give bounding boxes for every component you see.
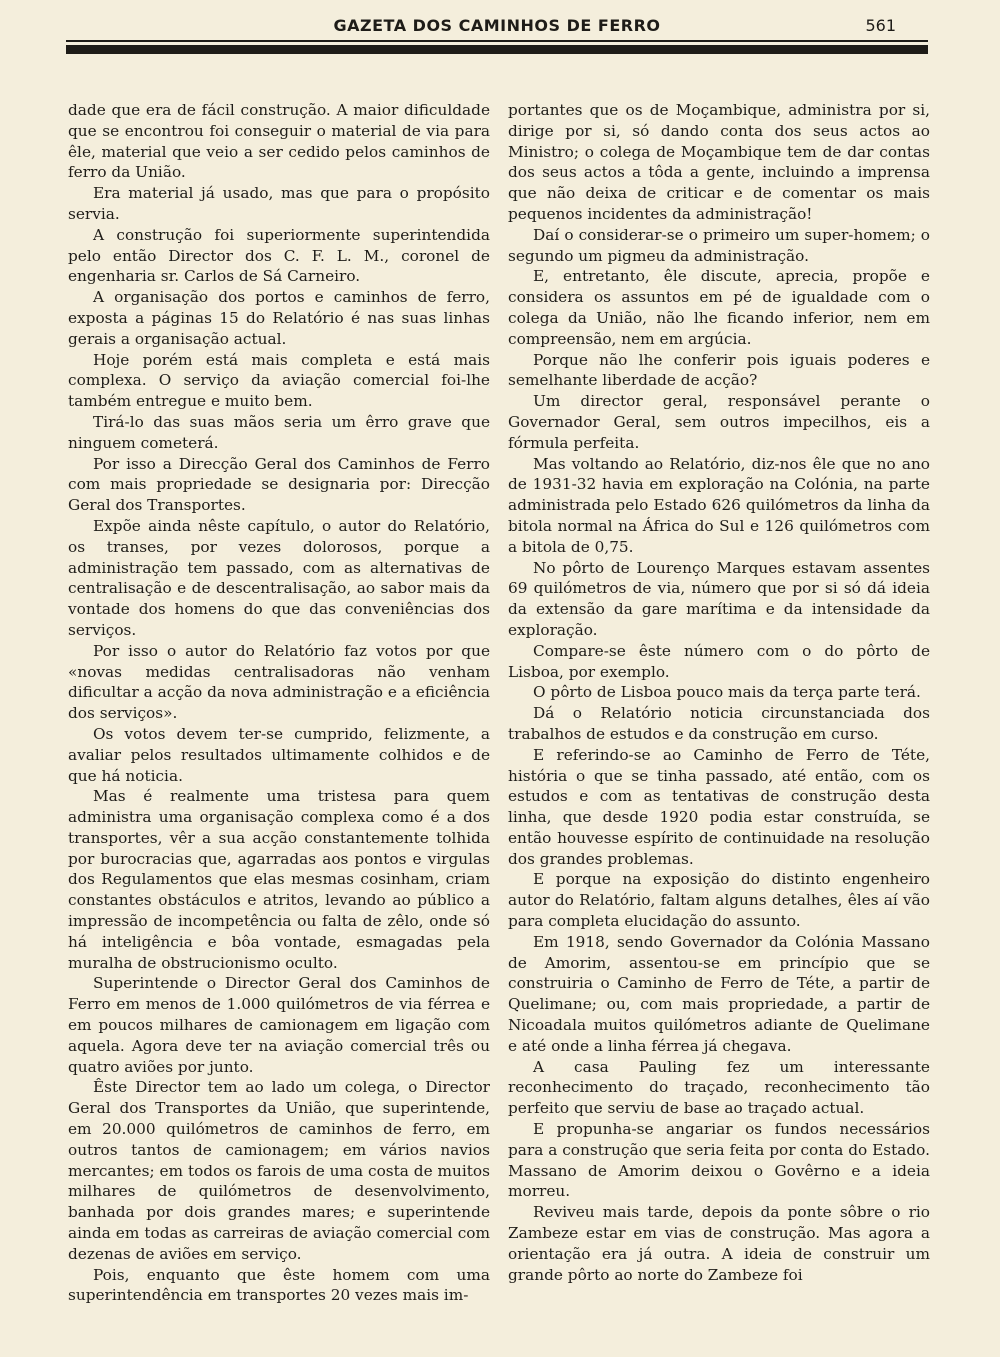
paragraph: Era material já usado, mas que para o propósito servia. xyxy=(68,184,490,223)
paragraph: O pôrto de Lisboa pouco mais da terça parte terá. xyxy=(533,683,921,702)
paragraph: Porque não lhe conferir pois iguais poderes e semelhante liberdade de acção? xyxy=(508,350,930,390)
paragraph: A organisação dos portos e caminhos de ferro, exposta a páginas 15 do Relatório é nas suas linhas gerais a organisação actual. xyxy=(68,288,490,348)
paragraph: Em 1918, sendo Governador da Colónia Massano de Amorim, assentou-se em princípio que se construiria o Caminho de Ferro de Téte, a partir de Quelimane; ou, com mais propriedade, a partir de Nicoadala muitos quilómetros adiante de Quelimane e até onde a linha férrea já chegava. xyxy=(508,932,930,1055)
paragraph: E propunha-se angariar os fundos necessários para a construção que seria feita por conta do Estado. Massano de Amorim deixou o Govêrno e a ideia morreu. xyxy=(508,1120,930,1201)
header-rule-thick xyxy=(66,45,928,54)
paragraph: Daí o considerar-se o primeiro um super-homem; o segundo um pigmeu da administração. xyxy=(508,225,930,265)
paragraph: E, entretanto, êle discute, aprecia, propõe e considera os assuntos em pé de igualdade com o colega da União, não lhe ficando inferior, nem em compreensão, nem em argúcia. xyxy=(508,267,930,348)
paragraph: No pôrto de Lourenço Marques estavam assentes 69 quilómetros de via, número que por si só dá ideia da extensão da gare marítima e da intensidade da exploração. xyxy=(508,558,930,639)
paragraph: dade que era de fácil construção. A maior dificuldade que se encontrou foi conseguir o material de via para êle, material que veio a ser cedido pelos caminhos de ferro da União. xyxy=(68,101,490,182)
paragraph: portantes que os de Moçambique, administra por si, dirige por si, só dando conta dos seus actos ao Ministro; o colega de Moçambique tem de dar contas dos seus actos a tôda a gente, incluindo a imprensa que não deixa de criticar e de comentar os mais pequenos incidentes da administração! xyxy=(508,101,930,223)
running-header xyxy=(66,14,928,40)
paragraph: Pois, enquanto que êste homem com uma superintendência em transportes 20 vezes mais im- xyxy=(68,1265,490,1305)
paragraph: Êste Director tem ao lado um colega, o Director Geral dos Transportes da União, que superintende, em 20.000 quilómetros de caminhos de ferro, em outros tantos de camionagem; em vários navios mercantes; em todos os farois de uma costa de muitos milhares de quilómetros de desenvolvimento, banhada por dois grandes mares; e superintende ainda em todas as carreiras de aviação comercial com dezenas de aviões em serviço. xyxy=(68,1078,490,1263)
right-column xyxy=(508,100,930,1285)
paragraph: Hoje porém está mais completa e está mais complexa. O serviço da aviação comercial foi-lhe também entregue e muito bem. xyxy=(68,350,490,411)
paragraph: A construção foi superiormente superintendida pelo então Director dos C. F. L. M., coronel de engenharia sr. Carlos de Sá Carneiro. xyxy=(68,225,490,286)
paragraph: Expõe ainda nêste capítulo, o autor do Relatório, os transes, por vezes dolorosos, porque a administração tem passado, com as alternativas de centralisação e de descentralisação, ao sabor mais da vontade dos homens do que das conveniências dos serviços. xyxy=(68,516,490,639)
paragraph: Por isso o autor do Relatório faz votos por que «novas medidas centralisadoras não venham dificultar a acção da nova administração e a eficiência dos serviços». xyxy=(68,641,490,723)
paragraph: E porque na exposição do distinto engenheiro autor do Relatório, faltam alguns detalhes, êles aí vão para completa elucidação do assunto. xyxy=(508,870,930,931)
paragraph: Superintende o Director Geral dos Caminhos de Ferro em menos de 1.000 quilómetros de via férrea e em poucos milhares de camionagem em ligação com aquela. Agora deve ter na aviação comercial três ou quatro aviões por junto. xyxy=(68,974,490,1076)
paragraph: Mas voltando ao Relatório, diz-nos êle que no ano de 1931-32 havia em exploração na Colónia, na parte administrada pelo Estado 626 quilómetros da linha da bitola normal na África do Sul e 126 quilómetros com a bitola de 0,75. xyxy=(508,454,930,556)
paragraph: Mas é realmente uma tristesa para quem administra uma organisação complexa como é a dos transportes, vêr a sua acção constantemente tolhida por burocracias que, agarradas aos pontos e virgulas dos Regulamentos que elas mesmas cosinham, criam constantes obstáculos e atritos, levando ao público a impressão de incompetência ou falta de zêlo, onde só há inteligência e bôa vontade, esmagadas pela muralha de obstrucionismo oculto. xyxy=(68,787,490,972)
left-column xyxy=(68,100,490,1306)
paragraph: Um director geral, responsável perante o Governador Geral, sem outros impecilhos, eis a fórmula perfeita. xyxy=(508,392,930,452)
paragraph: Tirá-lo das suas mãos seria um êrro grave que ninguem cometerá. xyxy=(68,412,490,452)
paragraph: Compare-se êste número com o do pôrto de Lisboa, por exemplo. xyxy=(508,641,930,681)
header-rule-thin xyxy=(66,40,928,42)
page-number: 561 xyxy=(865,16,896,35)
paragraph: A casa Pauling fez um interessante reconhecimento do traçado, reconhecimento tão perfeito que serviu de base ao traçado actual. xyxy=(508,1057,930,1118)
paragraph: E referindo-se ao Caminho de Ferro de Téte, história o que se tinha passado, até então, com os estudos e com as tentativas de construção desta linha, que desde 1920 podia estar construída, se então houvesse espírito de continuidade na resolução dos grandes problemas. xyxy=(508,745,930,868)
paragraph: Por isso a Direcção Geral dos Caminhos de Ferro com mais propriedade se designaria por: Direcção Geral dos Transportes. xyxy=(68,454,490,515)
paragraph: Os votos devem ter-se cumprido, felizmente, a avaliar pelos resultados ultimamente colhidos e de que há noticia. xyxy=(68,724,490,785)
journal-title: GAZETA DOS CAMINHOS DE FERRO xyxy=(333,16,661,35)
paragraph: Reviveu mais tarde, depois da ponte sôbre o rio Zambeze estar em vias de construção. Mas agora a orientação era já outra. A ideia de construir um grande pôrto ao norte do Zambeze foi xyxy=(508,1203,930,1284)
paragraph: Dá o Relatório noticia circunstanciada dos trabalhos de estudos e da construção em curso. xyxy=(508,704,930,743)
